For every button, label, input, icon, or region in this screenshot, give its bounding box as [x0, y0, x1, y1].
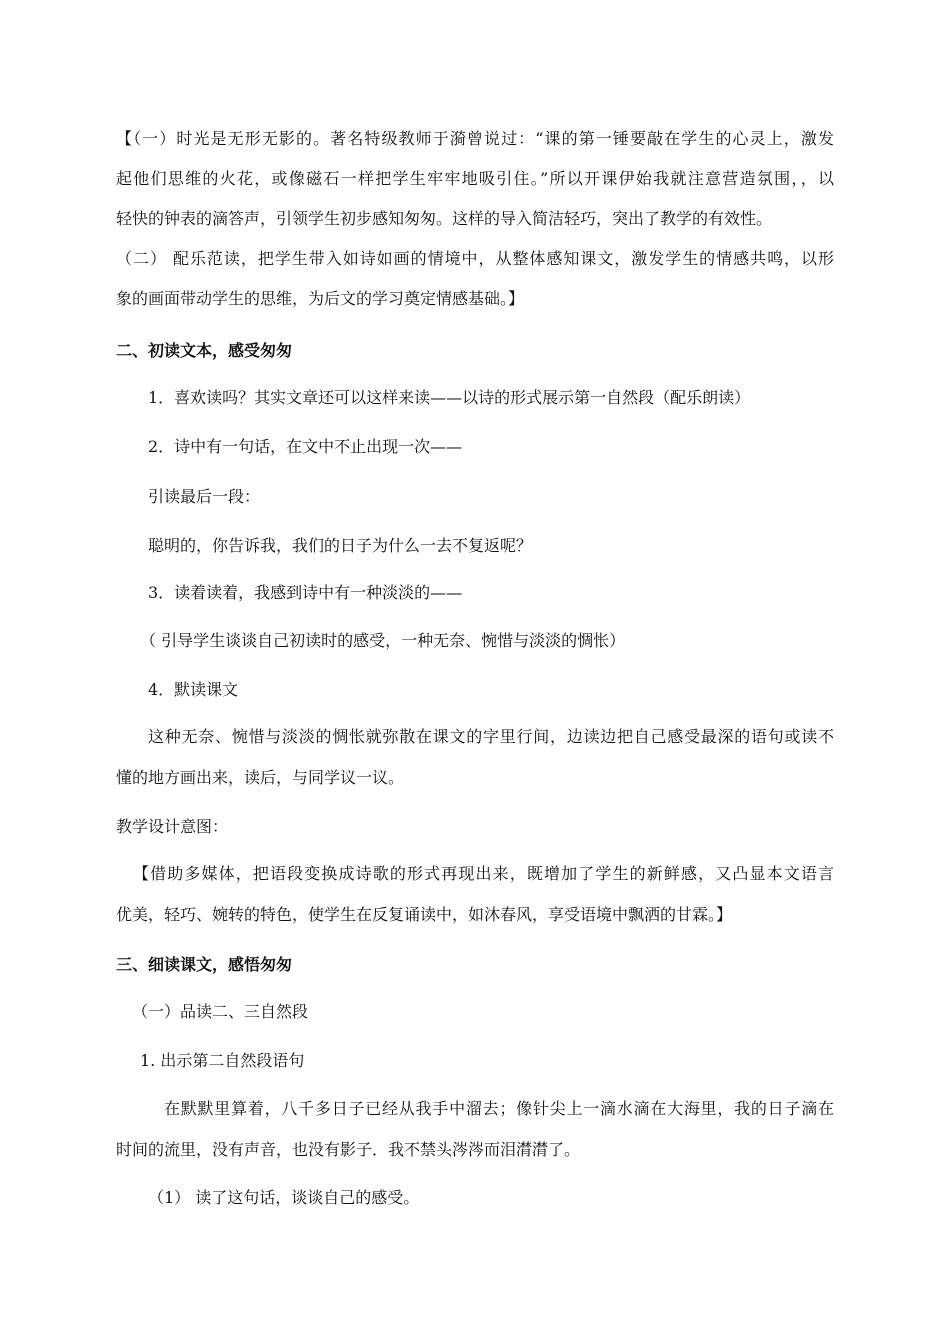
section2-item-4: 4．默读课文 — [148, 680, 239, 699]
section2-quote: 聪明的，你告诉我，我们的日子为什么一去不复返呢？ — [148, 536, 533, 555]
section2-item-1: 1．喜欢读吗？其实文章还可以这样来读——以诗的形式展示第一自然段（配乐朗读） — [148, 388, 751, 407]
design-intent-line-1: 【借助多媒体，把语段变换成诗歌的形式再现出来，既增加了学生的新鲜感，又凸显本文语言 — [133, 864, 834, 883]
design-intent-label: 教学设计意图： — [116, 817, 229, 836]
section2-lead: 引读最后一段： — [148, 487, 261, 506]
section3-sub-1: （一）品读二、三自然段 — [132, 1002, 309, 1021]
section2-item-2: 2．诗中有一句话，在文中不止出现一次—— — [148, 437, 463, 456]
section2-item-3: 3．读着读着，我感到诗中有一种淡淡的—— — [148, 583, 463, 602]
section3-item-1: 1. 出示第二自然段语句 — [140, 1051, 305, 1070]
section2-para-line-1: 这种无奈、惋惜与淡淡的惆怅就弥散在课文的字里行间，边读边把自己感受最深的语句或读不 — [148, 727, 834, 746]
intro-line-5: 象的画面带动学生的思维，为后文的学习奠定情感基础。】 — [116, 289, 525, 308]
intro-line-1: 【（一）时光是无形无影的。著名特级教师于漪曾说过：“课的第一锤要敲在学生的心灵上，激发 — [116, 129, 834, 148]
section3-quote-line-1: 在默默里算着，八千多日子已经从我手中溜去；像针尖上一滴水滴在大海里，我的日子滴在 — [164, 1099, 834, 1118]
section3-heading: 三、细读课文，感悟匆匆 — [116, 955, 293, 974]
section2-guide: （ 引导学生谈谈自己初读时的感受，一种无奈、惋惜与淡淡的惆怅） — [140, 631, 626, 650]
intro-line-3: 轻快的钟表的滴答声，引领学生初步感知匆匆。这样的导入简洁轻巧，突出了教学的有效性。 — [116, 209, 773, 228]
section3-quote-line-2: 时间的流里，没有声音，也没有影子．我不禁头涔涔而泪潸潸了。 — [116, 1140, 581, 1159]
design-intent-line-2: 优美，轻巧、婉转的特色，使学生在反复诵读中，如沐春风，享受语境中飘洒的甘霖。】 — [116, 905, 733, 924]
section2-para-line-2: 懂的地方画出来，读后，与同学议一议。 — [116, 768, 405, 787]
section2-heading: 二、初读文本，感受匆匆 — [116, 341, 293, 360]
intro-line-2: 起他们思维的火花，或像磁石一样把学生牢牢地吸引住。”所以开课伊始我就注意营造氛围，，以 — [116, 169, 834, 188]
section3-question-1: （1） 读了这句话，谈谈自己的感受。 — [148, 1188, 420, 1207]
intro-line-4: （二） 配乐范读，把学生带入如诗如画的情境中，从整体感知课文，激发学生的情感共鸣，以形 — [116, 249, 834, 268]
